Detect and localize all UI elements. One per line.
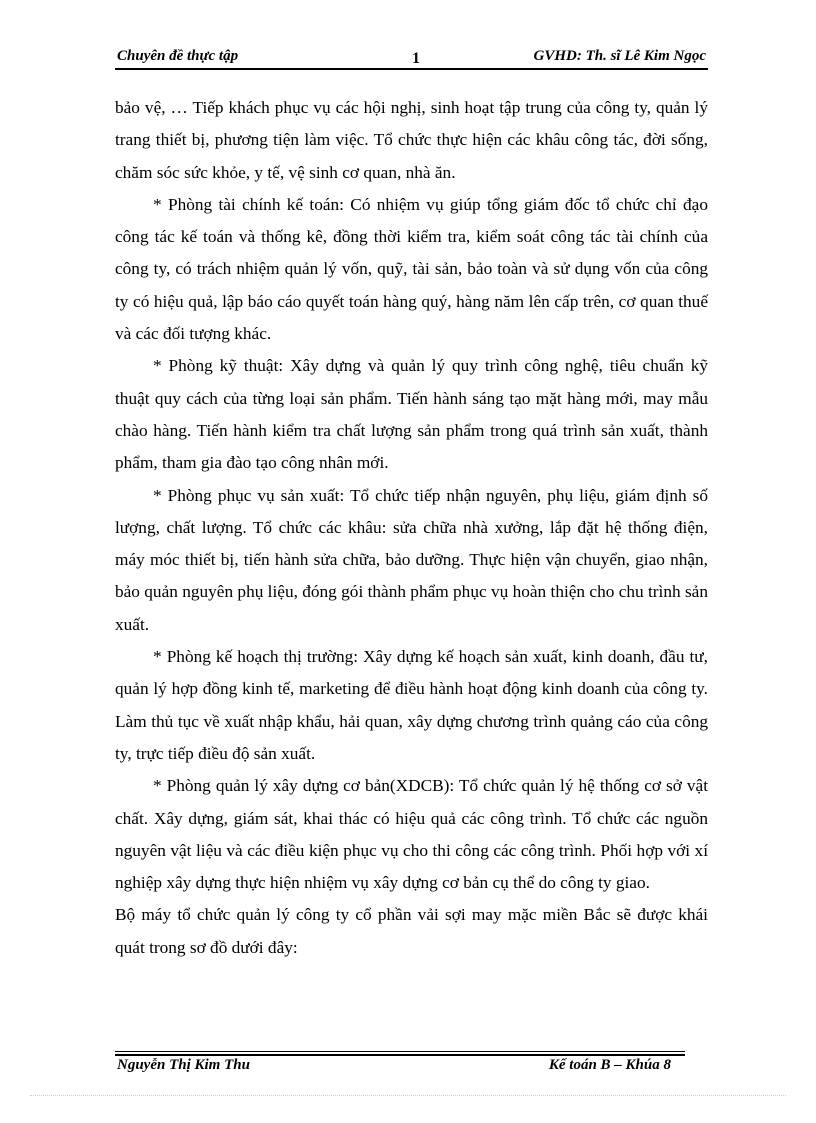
header-rule: [115, 68, 708, 70]
page-header: [115, 44, 708, 68]
header-right: GVHD: Th. sĩ Lê Kim Ngọc: [533, 48, 706, 64]
paragraph: bảo vệ, … Tiếp khách phục vụ các hội nghị, sinh hoạt tập trung của công ty, quản lý trang thiết bị, phương tiện làm việc. Tổ chức thực hiện các khâu công tác, đời sống, chăm sóc sức khỏe, y tế, vệ sinh cơ quan, nhà ăn.: [115, 98, 708, 182]
paragraph: * Phòng tài chính kế toán: Có nhiệm vụ giúp tổng giám đốc tổ chức chỉ đạo công tác kế toán và thống kê, đồng thời kiểm tra, kiểm soát công tác tài chính của công ty, có trách nhiệm quản lý vốn, quỹ, tài sản, bảo toàn và sử dụng vốn của công ty có hiệu quả, lập báo cáo quyết toán hàng quý, hàng năm lên cấp trên, cơ quan thuế và các đối tượng khác.: [115, 194, 708, 344]
paragraph: * Phòng kế hoạch thị trường: Xây dựng kế hoạch sản xuất, kinh doanh, đầu tư, quản lý hợp đồng kinh tế, marketing để điều hành hoạt động kinh doanh của công ty. Làm thủ tục về xuất nhập khẩu, hải quan, xây dựng chương trình quảng cáo của công ty, trực tiếp điều độ sản xuất.: [115, 647, 708, 763]
footer-rule-thin: [115, 1051, 685, 1052]
page-edge: [30, 1095, 786, 1096]
closing-paragraph: Bộ máy tổ chức quản lý công ty cổ phần vải sợi may mặc miền Bắc sẽ được khái quát trong sơ đồ dưới đây:: [115, 905, 708, 957]
page-footer: [115, 1056, 685, 1080]
paragraph: * Phòng kỹ thuật: Xây dựng và quản lý quy trình công nghệ, tiêu chuẩn kỹ thuật quy cách của từng loại sản phẩm. Tiến hành sáng tạo mặt hàng mới, may mẫu chào hàng. Tiến hành kiểm tra chất lượng sản phẩm trong quá trình sản xuất, thành phẩm, tham gia đào tạo công nhân mới.: [115, 356, 708, 473]
paragraph: * Phòng quản lý xây dựng cơ bản(XDCB): Tổ chức quản lý hệ thống cơ sở vật chất. Xây dựng, giám sát, khai thác có hiệu quả các công trình. Tổ chức các nguồn nguyên vật liệu và các điều kiện phục vụ cho thi công các công trình. Phối hợp với xí nghiệp xây dựng thực hiện nhiệm vụ xây dựng cơ bản cụ thể do công ty giao.: [115, 776, 708, 893]
footer-left: Nguyễn Thị Kim Thu: [117, 1057, 250, 1073]
document-body: [115, 92, 708, 964]
footer-right: Kế toán B – Khúa 8: [548, 1057, 671, 1073]
paragraph: * Phòng phục vụ sản xuất: Tổ chức tiếp nhận nguyên, phụ liệu, giám định số lượng, chất lượng. Tổ chức các khâu: sửa chữa nhà xưởng, lắp đặt hệ thống điện, máy móc thiết bị, tiến hành sửa chữa, bảo dưỡng. Thực hiện vận chuyển, giao nhận, bảo quản nguyên phụ liệu, đóng gói thành phẩm phục vụ hoàn thiện cho chu trình sản xuất.: [115, 485, 708, 634]
header-left: Chuyên đề thực tập: [117, 48, 239, 64]
page-number: 1: [412, 50, 420, 67]
